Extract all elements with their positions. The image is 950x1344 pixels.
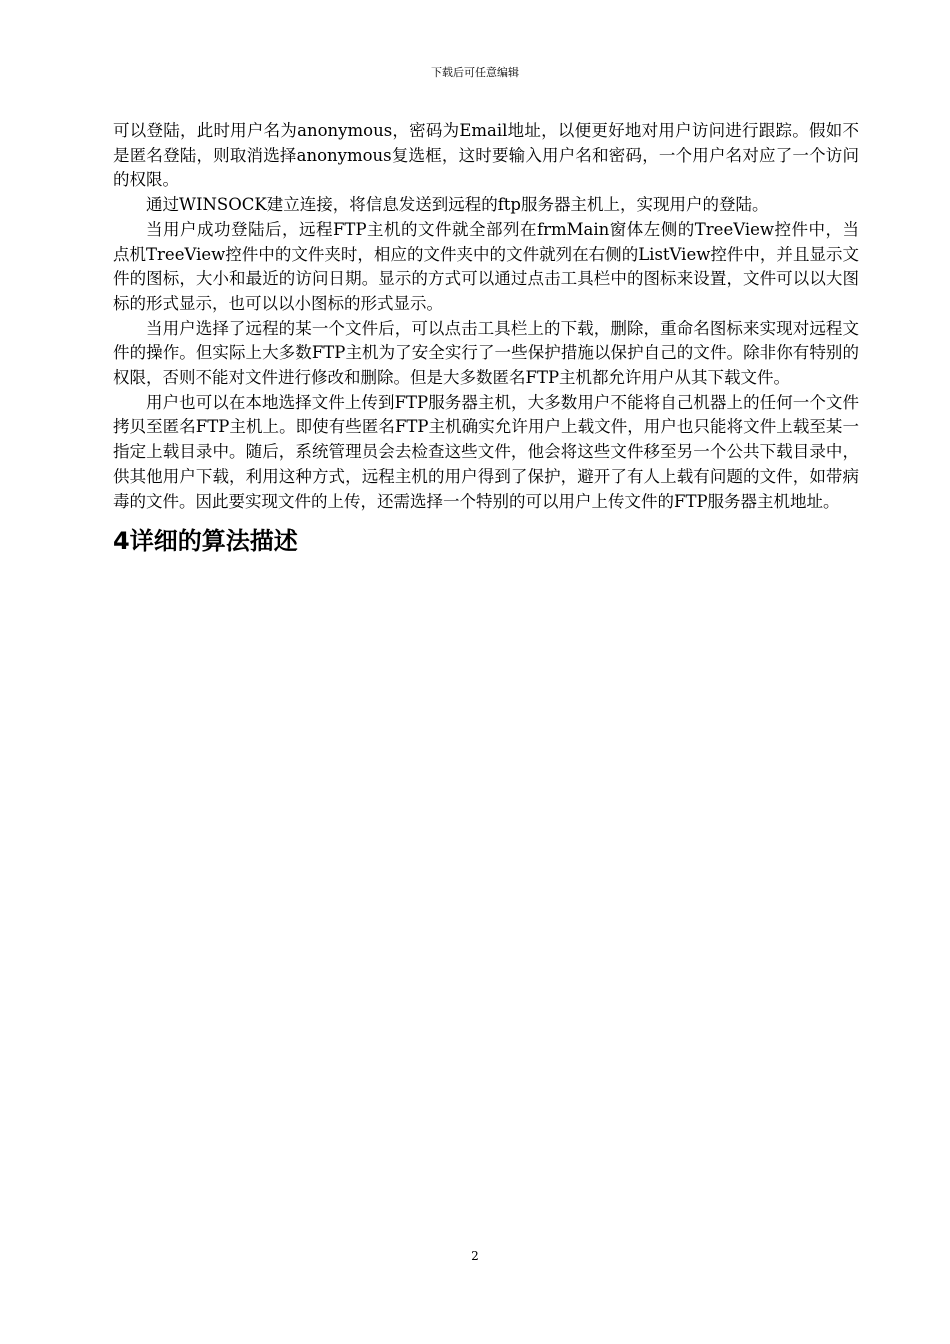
section-heading: 4详细的算法描述 bbox=[113, 527, 298, 556]
paragraph-file-listing: 当用户成功登陆后，远程FTP主机的文件就全部列在frmMain窗体左侧的TreeView控件中，当点机TreeView控件中的文件夹时，相应的文件夹中的文件就列在右侧的ListView控件中，并且显示文件的图标，大小和最近的访问日期。显示的方式可以通过点击工具栏中的图标来设置，文件可以以大图标的形式显示，也可以以小图标的形式显示。 bbox=[113, 219, 859, 313]
document-body bbox=[113, 119, 859, 558]
paragraph-winsock-connection: 通过WINSOCK建立连接，将信息发送到远程的ftp服务器主机上，实现用户的登陆。 bbox=[146, 195, 769, 215]
paragraph-remote-file-operations: 当用户选择了远程的某一个文件后，可以点击工具栏上的下载，删除，重命名图标来实现对远程文件的操作。但实际上大多数FTP主机为了安全实行了一些保护措施以保护自己的文件。除非你有特别的权限，否则不能对文件进行修改和删除。但是大多数匿名FTP主机都允许用户从其下载文件。 bbox=[113, 318, 859, 388]
header-note: 下载后可任意编辑 bbox=[431, 66, 519, 79]
paragraph-file-upload: 用户也可以在本地选择文件上传到FTP服务器主机，大多数用户不能将自己机器上的任何一个文件拷贝至匿名FTP主机上。即使有些匿名FTP主机确实允许用户上载文件，用户也只能将文件上载至某一指定上载目录中。随后，系统管理员会去检查这些文件，他会将这些文件移至另一个公共下载目录中，供其他用户下载，利用这种方式，远程主机的用户得到了保护，避开了有人上载有问题的文件，如带病毒的文件。因此要实现文件的上传，还需选择一个特别的可以用户上传文件的FTP服务器主机地址。 bbox=[113, 392, 859, 511]
paragraph-login-continuation: 可以登陆，此时用户名为anonymous，密码为Email地址，以便更好地对用户访问进行跟踪。假如不是匿名登陆，则取消选择anonymous复选框，这时要输入用户名和密码，一个用户名对应了一个访问的权限。 bbox=[113, 121, 859, 190]
page-number: 2 bbox=[471, 1249, 479, 1263]
